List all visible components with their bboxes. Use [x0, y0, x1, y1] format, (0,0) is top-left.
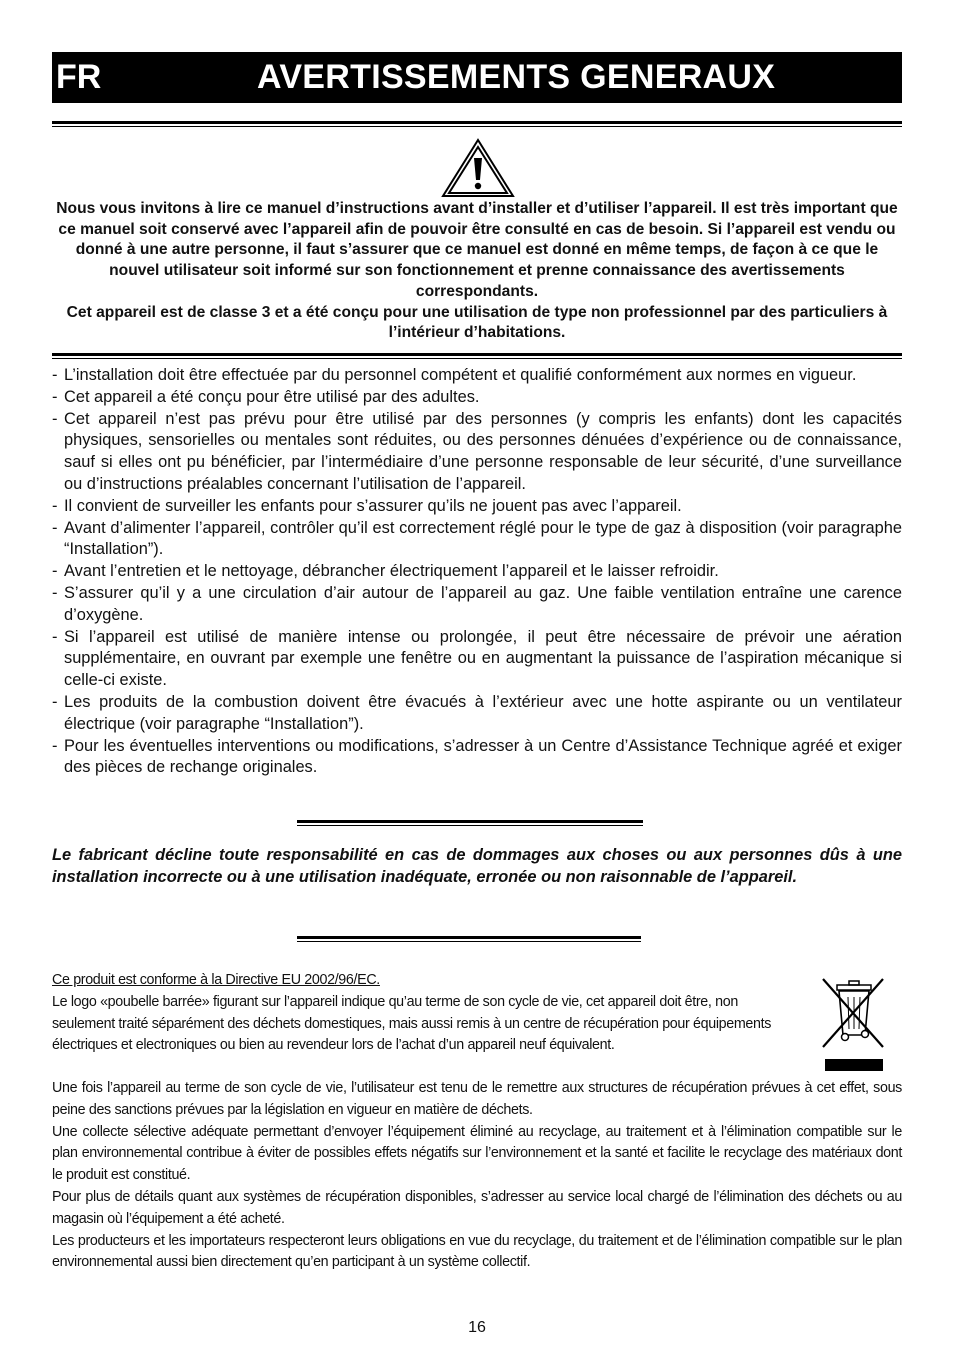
weee-paragraph: Pour plus de détails quant aux systèmes de récupération disponibles, s’adresser au service local chargé de l’élimination des déchets ou au magasin où l’équipement a été acheté.	[52, 1188, 902, 1227]
list-item: - Cet appareil a été conçu pour être utilisé par des adultes.	[52, 387, 902, 409]
divider-short	[297, 936, 641, 942]
header-bar	[52, 52, 902, 103]
safety-bullet-list	[52, 365, 902, 779]
page-number: 16	[468, 1319, 486, 1336]
weee-logo-text: Le logo «poubelle barrée» figurant sur l’appareil indique qu’au terme de son cycle de vie, cet appareil doit être, non seulement traité séparément des déchets domestiques, mais aussi remis à un centre de récupération pour équipements électriques et electroniques ou bien au revendeur lors de l’achat d’un appareil neuf équivalent.	[52, 993, 772, 1054]
liability-disclaimer: Le fabricant décline toute responsabilité en cas de dommages aux choses ou aux personnes dûs à une installation incorrecte ou à une utilisation inadéquate, erronée ou non raisonnable de l’appareil.	[52, 846, 902, 886]
page-title: AVERTISSEMENTS GENERAUX	[257, 58, 776, 96]
weee-paragraph: Les producteurs et les importateurs respecteront leurs obligations en vue du recyclage, du traitement et de l’élimination compatible sur le plan environnemental aussi bien directement qu’en participant à un système collectif.	[52, 1232, 902, 1271]
divider-short	[297, 820, 643, 826]
list-item: - Si l’appareil est utilisé de manière intense ou prolongée, il peut être nécessaire de prévoir une aération supplémentaire, en ouvrant par exemple une fenêtre ou en augmentant la puissance de l’aspiration mécanique si celle-ci existe.	[52, 627, 902, 692]
weee-notice	[52, 970, 797, 1057]
intro-warning-text	[52, 199, 902, 344]
list-item: - Il convient de surveiller les enfants pour s’assurer qu’ils ne jouent pas avec l’appareil.	[52, 496, 902, 518]
list-item: - Les produits de la combustion doivent être évacués à l’extérieur avec une hotte aspirante ou un ventilateur électrique (voir paragraphe “Installation”).	[52, 692, 902, 736]
crossed-out-bin-icon	[819, 975, 887, 1073]
weee-paragraph: Une fois l’appareil au terme de son cycle de vie, l’utilisateur est tenu de le remettre aux structures de récupération prévues à cet effet, sous peine des sanctions prévues par la législation en vigueur en matière de déchets.	[52, 1080, 902, 1118]
intro-paragraph: Nous vous invitons à lire ce manuel d’instructions avant d’installer et d’utiliser l’appareil. Il est très important que ce manuel soit conservé avec l’appareil afin de pouvoir être consulté en cas de besoin. Si l’appareil est vendu ou donné à une autre personne, il faut s’assurer que ce manuel est donné en même temps, de façon à ce que le nouvel utilisateur soit informé sur son fonctionnement et prenne connaissance des avertissements correspondants.	[56, 200, 898, 300]
list-item: - L’installation doit être effectuée par du personnel compétent et qualifié conformément aux normes en vigueur.	[52, 365, 902, 387]
weee-paragraph: Une collecte sélective adéquate permettant d’envoyer l’équipement éliminé au recyclage, au traitement et à l’élimination compatible sur le plan environnemental contribue à éviter de possibles effets négatifs sur l’environnement et la santé et facilite le recyclage des matériaux dont le produit est constitué.	[52, 1123, 902, 1184]
list-item: - Pour les éventuelles interventions ou modifications, s’adresser à un Centre d’Assistance Technique agréé et exiger des pièces de rechange originales.	[52, 736, 902, 780]
warning-triangle-icon	[441, 138, 515, 198]
list-item: - Avant d’alimenter l’appareil, contrôler qu’il est correctement réglé pour le type de gaz à disposition (voir paragraphe “Installation”).	[52, 518, 902, 562]
list-item: - S’assurer qu’il y a une circulation d’air autour de l’appareil au gaz. Une faible ventilation entraîne une carence d’oxygène.	[52, 583, 902, 627]
weee-heading: Ce produit est conforme à la Directive EU 2002/96/EC.	[52, 972, 380, 988]
divider-top	[52, 121, 902, 127]
divider-middle	[52, 353, 902, 359]
language-code: FR	[56, 58, 102, 96]
intro-paragraph: Cet appareil est de classe 3 et a été conçu pour une utilisation de type non professionnel par des particuliers à l’intérieur d’habitations.	[66, 303, 888, 342]
list-item: - Avant l’entretien et le nettoyage, débrancher électriquement l’appareil et le laisser refroidir.	[52, 561, 902, 583]
list-item: - Cet appareil n’est pas prévu pour être utilisé par des personnes (y compris les enfants) dont les capacités physiques, sensorielles ou mentales sont réduites, ou des personnes dénuées d’expérience ou de connaissance, sauf si elles ont pu bénéficier, par l’intermédiaire d’une personne responsable de leur sécurité, d’une surveillance ou d’instructions préalables concernant l’utilisation de l’appareil.	[52, 409, 902, 496]
weee-disposal-text	[52, 1078, 902, 1274]
